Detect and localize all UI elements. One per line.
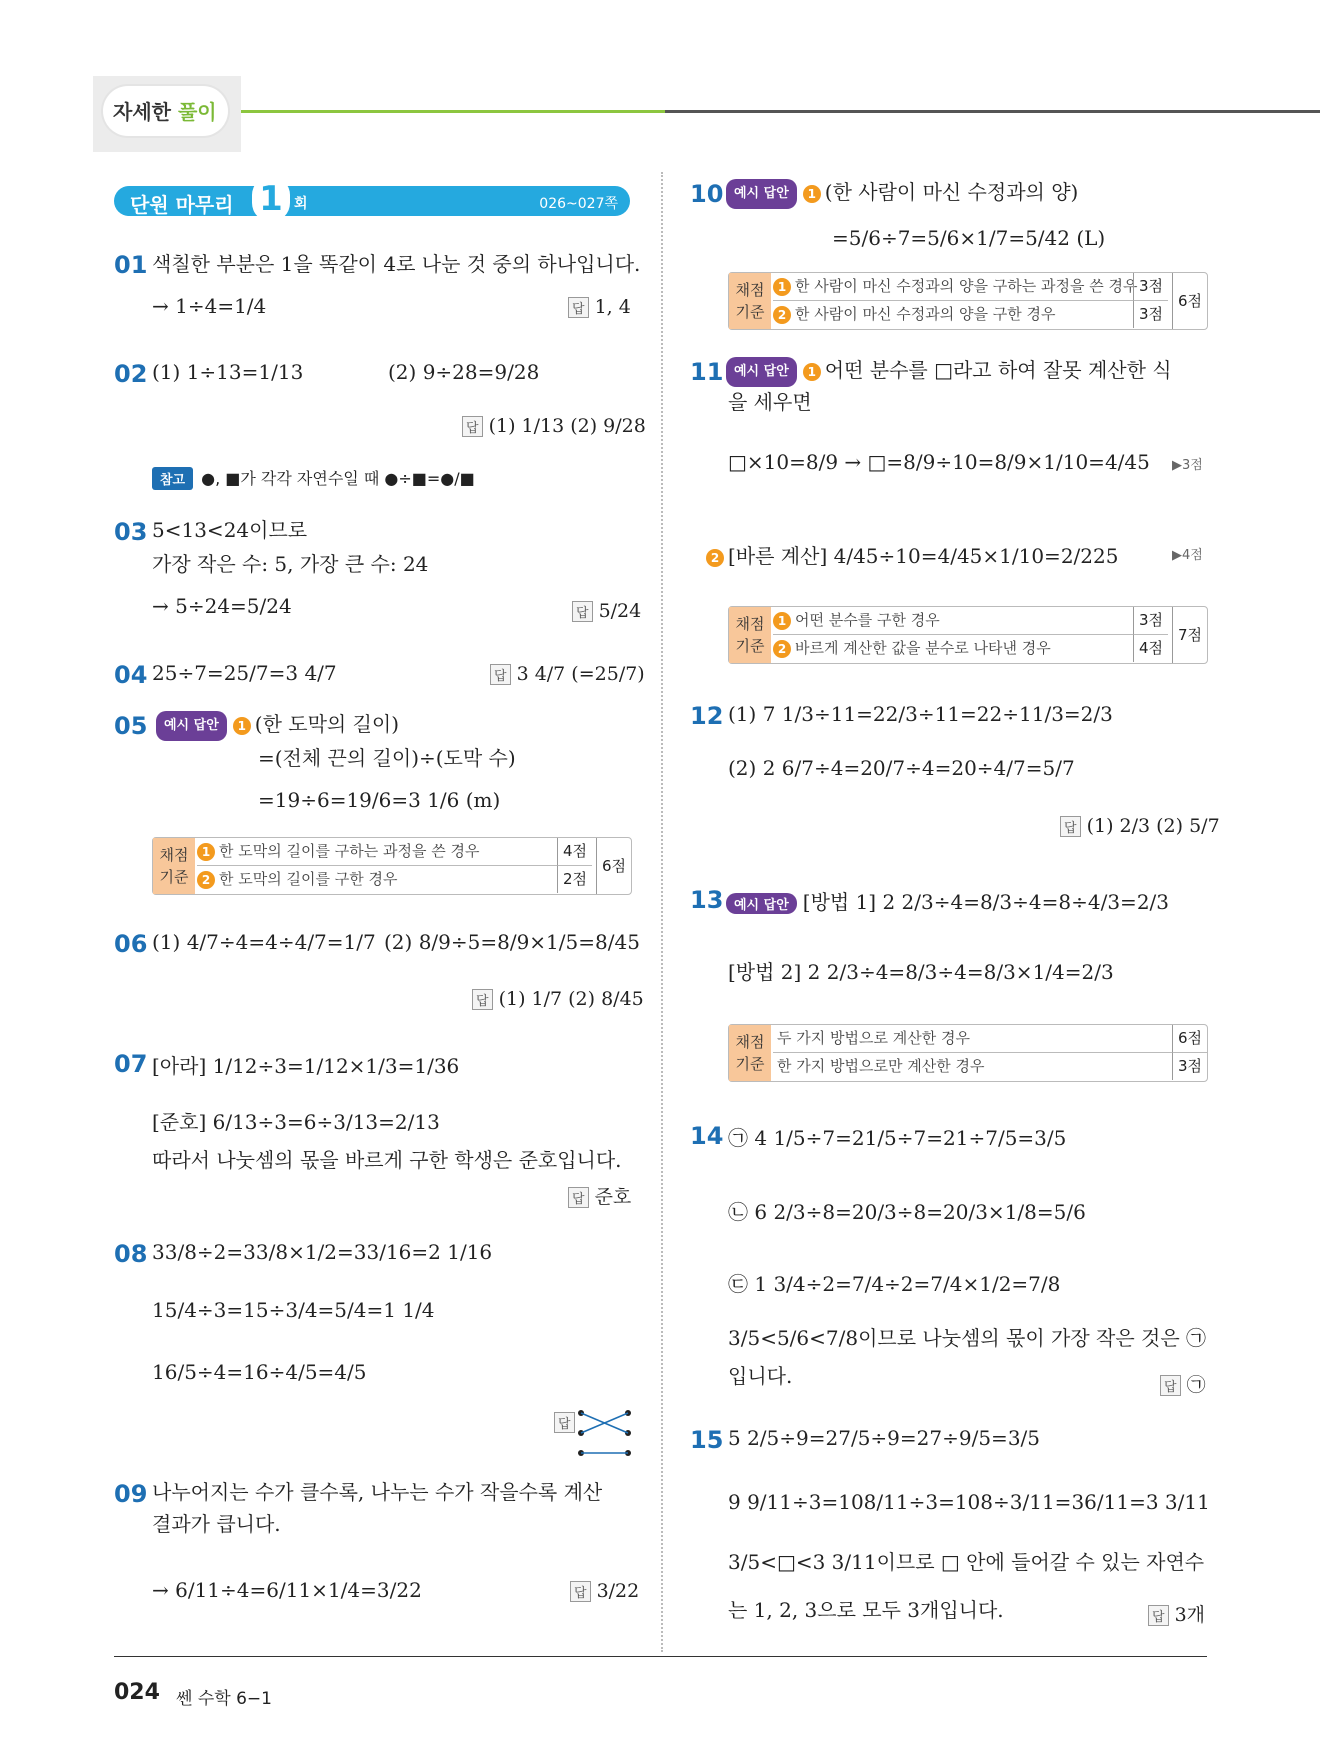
q09-equation: → 6/11÷4=6/11×1/4=3/22 <box>152 1578 422 1602</box>
q07-number: 07 <box>114 1050 148 1078</box>
q05-rubric: 채점 기준 1 한 도막의 길이를 구하는 과정을 쓴 경우 2 한 도막의 길이를 구한 경우 4점 2점 6점 <box>152 837 632 895</box>
q03-line-1: 5<13<24이므로 <box>152 518 308 542</box>
q08-equation-1: 33/8÷2=33/8×1/2=33/16=2 1/16 <box>152 1240 493 1264</box>
q01-number: 01 <box>114 251 148 279</box>
q10-rubric: 채점 기준 1 한 사람이 마신 수정과의 양을 구하는 과정을 쓴 경우 2 한 사람이 마신 수정과의 양을 구한 경우 3점 3점 6점 <box>728 272 1208 330</box>
q11-points-1: ▶3점 <box>1172 458 1203 473</box>
q11-line-1: 예시 답안 1 어떤 분수를 □라고 하여 잘못 계산한 식 <box>722 356 1172 387</box>
q13-number: 13 <box>690 886 724 914</box>
q02-number: 02 <box>114 360 148 388</box>
q05-rubric-total: 6점 <box>596 838 631 894</box>
q15-answer: 답 3개 <box>1148 1600 1205 1627</box>
q04-equation: 25÷7=25/7=3 4/7 <box>152 661 337 685</box>
unit-banner <box>114 179 630 219</box>
q09-line-2: 결과가 큽니다. <box>152 1512 281 1536</box>
book-title: 쎈 수학 6−1 <box>176 1689 272 1709</box>
q08-number: 08 <box>114 1240 148 1268</box>
q06-number: 06 <box>114 930 148 958</box>
q05-rubric-pt-2: 2점 <box>557 866 592 893</box>
footer-rule <box>114 1656 1207 1657</box>
q15-number: 15 <box>690 1426 724 1454</box>
q11-equation-2: 2 [바른 계산] 4/45÷10=4/45×1/10=2/225 <box>706 540 1118 569</box>
q01-text: 색칠한 부분은 1을 똑같이 4로 나눈 것 중의 하나입니다. <box>152 252 641 276</box>
header-rule-green <box>241 110 665 113</box>
q09-line-1: 나누어지는 수가 클수록, 나누는 수가 작을수록 계산 <box>152 1480 603 1504</box>
q10-rubric-item-2: 한 사람이 마신 수정과의 양을 구한 경우 <box>795 305 1056 323</box>
q03-equation: → 5÷24=5/24 <box>152 594 292 618</box>
q09-answer: 답 3/22 <box>570 1580 639 1602</box>
step-1-badge: 1 <box>233 717 251 735</box>
q01-equation: → 1÷4=1/4 <box>152 294 267 318</box>
q11-number: 11 <box>690 358 724 386</box>
q11-rubric: 채점 기준 1 어떤 분수를 구한 경우 2 바르게 계산한 값을 분수로 나타낸 경우 3점 4점 7점 <box>728 606 1208 664</box>
q14-answer: 답 ㉠ <box>1160 1370 1206 1397</box>
q04-answer: 답 3 4/7 (=25/7) <box>490 663 645 685</box>
q05-line-1: 예시 답안 1 (한 도막의 길이) <box>152 710 399 741</box>
reference-text: ●, ■가 각각 자연수일 때 ●÷■=●/■ <box>201 469 475 488</box>
q05-line-2: =(전체 끈의 길이)÷(도막 수) <box>258 746 516 770</box>
logo-text-a: 자세한 <box>113 100 178 124</box>
q02-answer: 답 (1) 1/13 (2) 9/28 <box>462 415 646 437</box>
q08-equation-2: 15/4÷3=15÷3/4=5/4=1 1/4 <box>152 1298 435 1322</box>
q15-equation-1: 5 2/5÷9=27/5÷9=27÷9/5=3/5 <box>728 1426 1041 1450</box>
q14-line-2: 입니다. <box>728 1364 793 1388</box>
column-divider <box>661 172 663 1652</box>
q07-equation-1: [아라] 1/12÷3=1/12×1/3=1/36 <box>152 1054 460 1078</box>
header-logo <box>93 76 241 152</box>
banner-pages: 026~027쪽 <box>539 196 618 212</box>
banner-title: 단원 마무리 <box>130 193 234 217</box>
q12-equation-1: (1) 7 1/3÷11=22/3÷11=22÷11/3=2/3 <box>728 702 1113 726</box>
q02-equation-2: (2) 9÷28=9/28 <box>388 360 540 384</box>
q14-equation-2: ㉡ 6 2/3÷8=20/3÷8=20/3×1/8=5/6 <box>728 1200 1086 1224</box>
q06-equation-1: (1) 4/7÷4=4÷4/7=1/7 <box>152 930 376 954</box>
logo-text-b: 풀이 <box>177 100 217 124</box>
q07-answer: 답 준호 <box>568 1182 631 1209</box>
q03-answer: 답 5/24 <box>572 600 641 622</box>
q05-rubric-item-1: 한 도막의 길이를 구하는 과정을 쓴 경우 <box>219 842 480 860</box>
q10-equation: =5/6÷7=5/6×1/7=5/42 (L) <box>832 226 1106 250</box>
q14-equation-3: ㉢ 1 3/4÷2=7/4÷2=7/4×1/2=7/8 <box>728 1272 1061 1296</box>
q15-equation-2: 9 9/11÷3=108/11÷3=108÷3/11=36/11=3 3/11 <box>728 1490 1210 1514</box>
q11-points-2: ▶4점 <box>1172 548 1203 563</box>
q03-number: 03 <box>114 518 148 546</box>
reference-badge: 참고 <box>152 467 193 490</box>
q05-number: 05 <box>114 712 148 740</box>
q10-rubric-item-1: 한 사람이 마신 수정과의 양을 구하는 과정을 쓴 경우 <box>795 277 1138 295</box>
q14-number: 14 <box>690 1122 724 1150</box>
q06-equation-2: (2) 8/9÷5=8/9×1/5=8/45 <box>384 930 640 954</box>
answer-tag: 답 <box>568 297 589 318</box>
banner-round: 1 <box>252 176 290 222</box>
q06-answer: 답 (1) 1/7 (2) 8/45 <box>472 988 644 1010</box>
q11-equation-1: □×10=8/9 → □=8/9÷10=8/9×1/10=4/45 <box>728 450 1150 474</box>
q07-conclusion: 따라서 나눗셈의 몫을 바르게 구한 학생은 준호입니다. <box>152 1148 622 1172</box>
reference-note <box>152 466 475 490</box>
q02-equation-1: (1) 1÷13=1/13 <box>152 360 304 384</box>
q12-number: 12 <box>690 702 724 730</box>
page-number: 024 <box>114 1680 160 1705</box>
q10-line-1: 예시 답안 1 (한 사람이 마신 수정과의 양) <box>722 178 1078 209</box>
q13-equation-1: 예시 답안 [방법 1] 2 2/3÷4=8/3÷4=8÷4/3=2/3 <box>722 886 1169 915</box>
q11-line-2: 을 세우면 <box>728 390 812 414</box>
q05-rubric-item-2: 한 도막의 길이를 구한 경우 <box>219 870 398 888</box>
q05-line-3: =19÷6=19/6=3 1/6 (m) <box>258 788 501 812</box>
rubric-label: 채점 기준 <box>153 838 195 894</box>
header-rule-gray <box>665 110 1320 113</box>
q14-line-1: 3/5<5/6<7/8이므로 나눗셈의 몫이 가장 작은 것은 ㉠ <box>728 1326 1207 1350</box>
matching-lines-diagram <box>576 1408 656 1458</box>
q10-rubric-total: 6점 <box>1172 273 1207 329</box>
q12-answer: 답 (1) 2/3 (2) 5/7 <box>1060 815 1220 837</box>
q11-rubric-total: 7점 <box>1172 607 1207 663</box>
q15-line-2: 는 1, 2, 3으로 모두 3개입니다. <box>728 1598 1004 1622</box>
q07-equation-2: [준호] 6/13÷3=6÷3/13=2/13 <box>152 1110 440 1134</box>
q08-equation-3: 16/5÷4=16÷4/5=4/5 <box>152 1360 367 1384</box>
q10-number: 10 <box>690 180 724 208</box>
q03-line-2: 가장 작은 수: 5, 가장 큰 수: 24 <box>152 552 429 576</box>
example-answer-tag: 예시 답안 <box>156 711 227 741</box>
q09-number: 09 <box>114 1480 148 1508</box>
q04-number: 04 <box>114 661 148 689</box>
q14-equation-1: ㉠ 4 1/5÷7=21/5÷7=21÷7/5=3/5 <box>728 1126 1067 1150</box>
q15-line-1: 3/5<□<3 3/11이므로 □ 안에 들어갈 수 있는 자연수 <box>728 1550 1205 1574</box>
q05-rubric-pt-1: 4점 <box>557 838 592 866</box>
q13-rubric: 채점 기준 두 가지 방법으로 계산한 경우 한 가지 방법으로만 계산한 경우 6점 3점 <box>728 1024 1208 1082</box>
q01-answer: 답 1, 4 <box>568 296 631 318</box>
banner-round-suffix: 회 <box>294 196 308 212</box>
q12-equation-2: (2) 2 6/7÷4=20/7÷4=20÷4/7=5/7 <box>728 756 1075 780</box>
q13-equation-2: [방법 2] 2 2/3÷4=8/3÷4=8/3×1/4=2/3 <box>728 960 1114 984</box>
